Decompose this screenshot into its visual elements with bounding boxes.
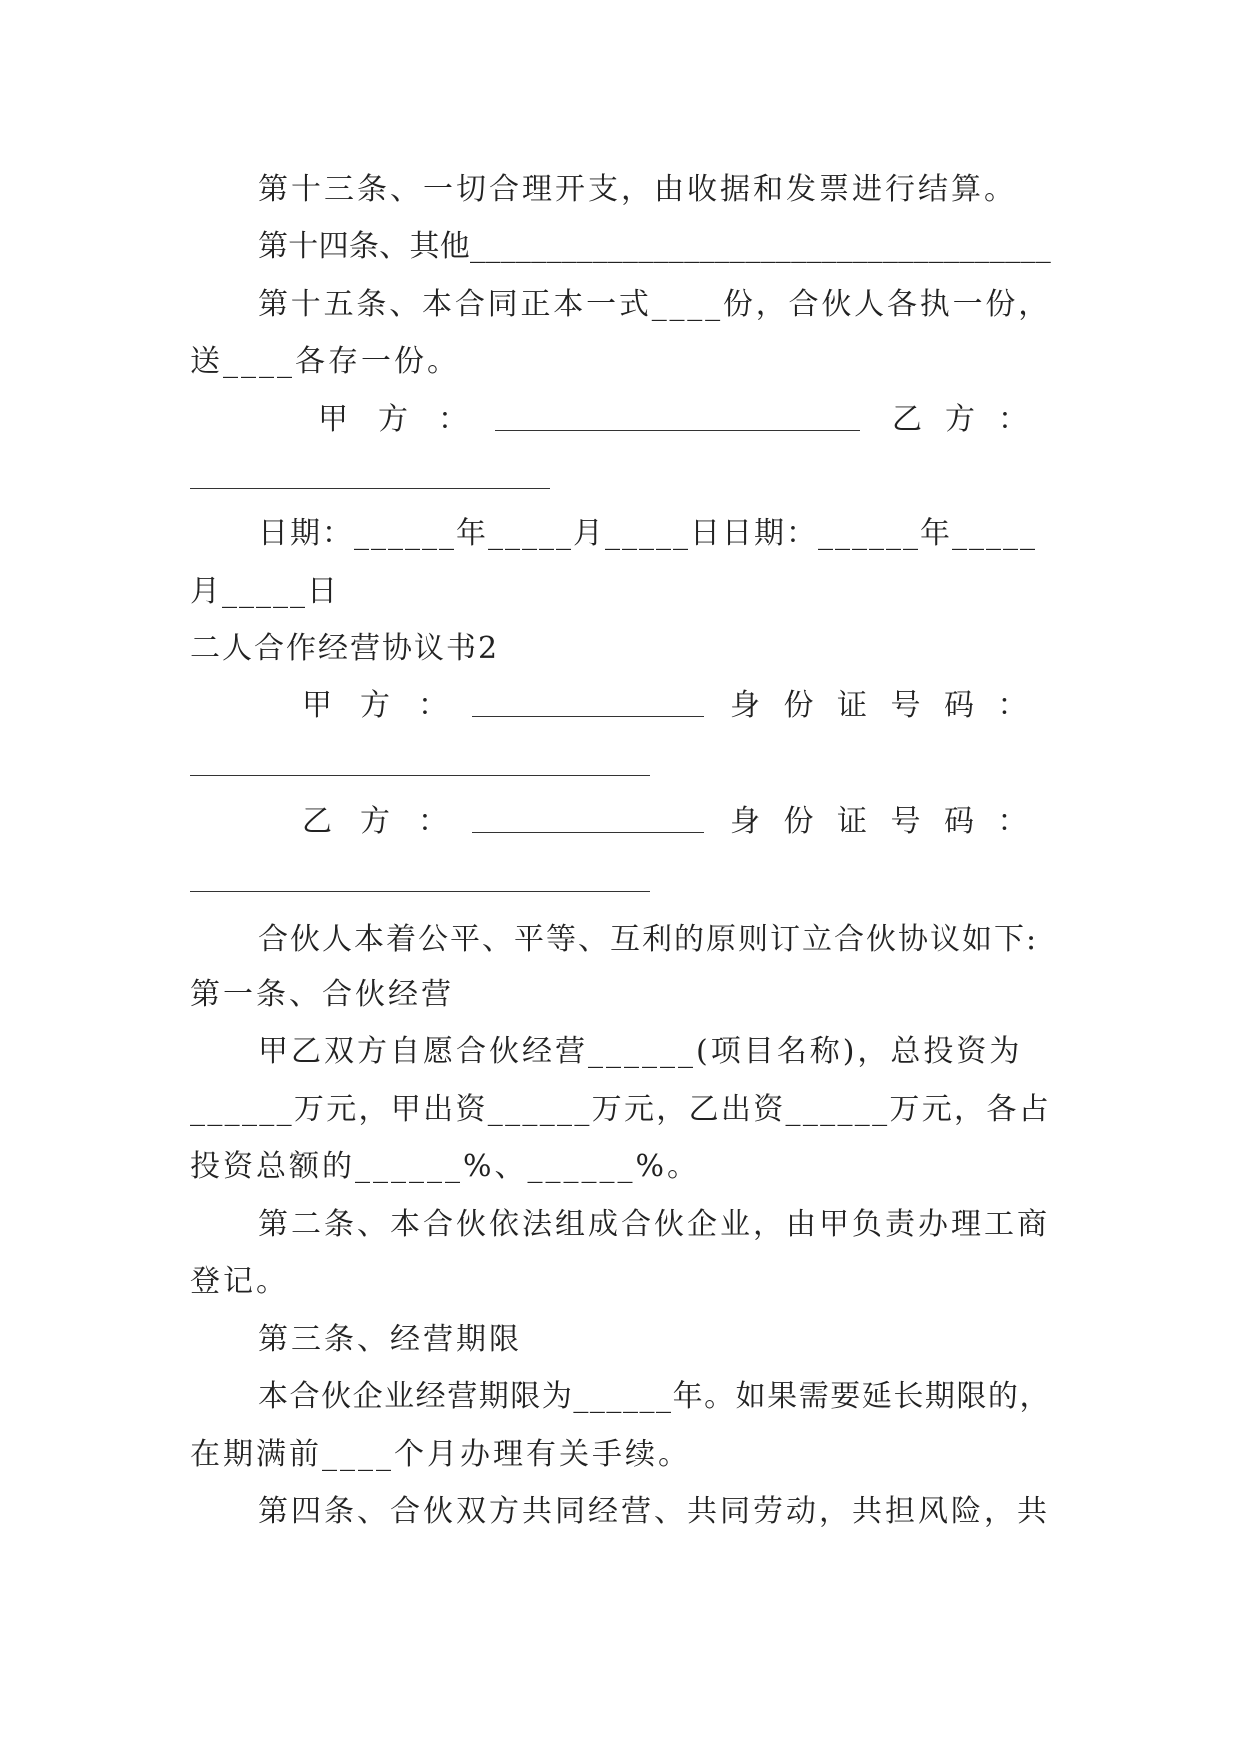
date-line-cont: 月_____日	[190, 574, 339, 609]
party-a-label-2: 甲方：	[302, 688, 476, 723]
article-1-body-3: 投资总额的______%、______%。	[190, 1149, 701, 1184]
party-b-label: 乙方：	[892, 402, 1051, 437]
party-b-id-label: 身份证号码：	[730, 804, 1051, 839]
article-1-title: 第一条、合伙经营	[190, 977, 454, 1012]
article-15: 第十五条、本合同正本一式____份，合伙人各执一份，	[258, 287, 1051, 322]
party-b-name-blank	[472, 832, 704, 833]
article-13: 第十三条、一切合理开支，由收据和发票进行结算。	[258, 172, 1017, 207]
article-2: 第二条、本合伙依法组成合伙企业，由甲负责办理工商	[258, 1207, 1050, 1242]
party-b-id-blank	[190, 891, 650, 892]
article-1-body-1: 甲乙双方自愿合伙经营______(项目名称)，总投资为	[258, 1034, 1023, 1069]
article-1-body-2: ______万元，甲出资______万元，乙出资______万元，各占	[190, 1092, 1051, 1127]
section-title: 二人合作经营协议书2	[190, 631, 500, 666]
party-b-blank	[190, 488, 550, 489]
party-a-name-blank	[472, 716, 704, 717]
article-4: 第四条、合伙双方共同经营、共同劳动，共担风险，共	[258, 1494, 1050, 1529]
party-a-blank	[495, 430, 860, 431]
party-a-id-blank	[190, 775, 650, 776]
article-3-body-2: 在期满前____个月办理有关手续。	[190, 1437, 691, 1472]
party-a-label: 甲方：	[318, 402, 498, 437]
preamble: 合伙人本着公平、平等、互利的原则订立合伙协议如下:	[258, 922, 1039, 957]
article-3-title: 第三条、经营期限	[258, 1322, 522, 1357]
article-2-cont: 登记。	[190, 1264, 289, 1299]
date-line: 日期：______年_____月_____日日期：______年_____	[258, 516, 1037, 551]
article-15-cont: 送____各存一份。	[190, 344, 460, 379]
article-3-body-1: 本合伙企业经营期限为______年。如果需要延长期限的，	[258, 1379, 1051, 1414]
party-b-label-2: 乙方：	[302, 804, 476, 839]
party-a-id-label: 身份证号码：	[730, 688, 1051, 723]
article-14: 第十四条、其他______________________________________	[258, 229, 1051, 264]
